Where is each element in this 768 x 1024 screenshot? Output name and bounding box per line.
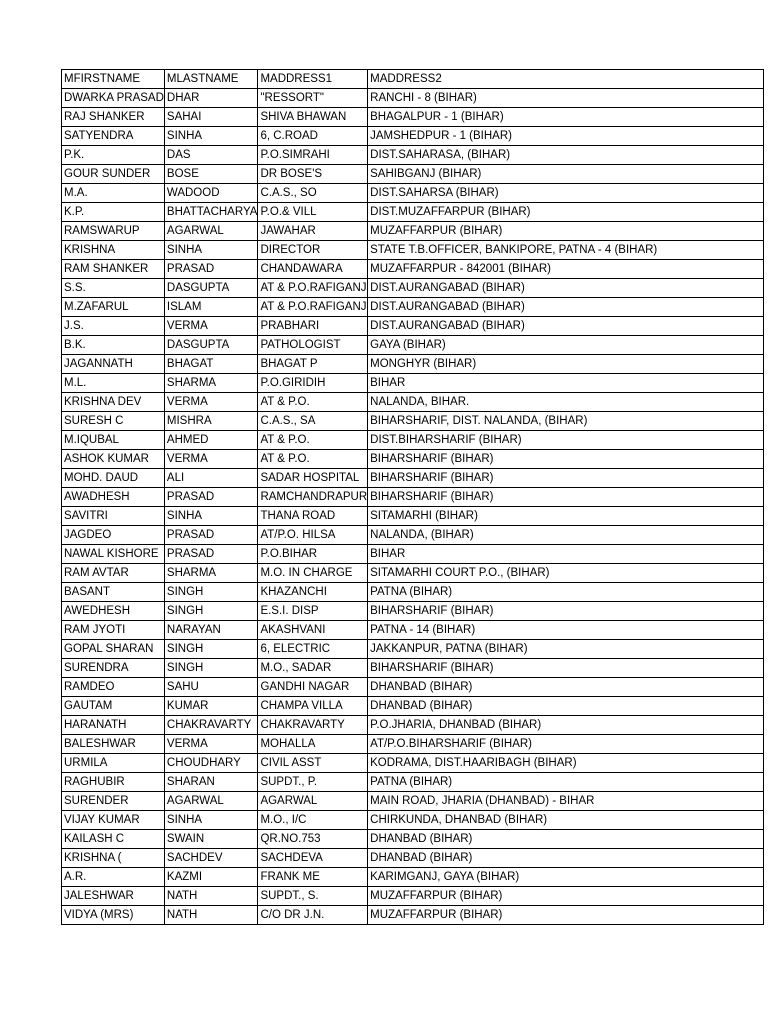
first-name-cell[interactable]: B.K. xyxy=(62,336,165,355)
table-row xyxy=(62,184,764,203)
table-row xyxy=(62,526,764,545)
address2-cell[interactable]: AT/P.O.BIHARSHARIF (BIHAR) xyxy=(368,735,764,754)
address2-cell[interactable]: P.O.JHARIA, DHANBAD (BIHAR) xyxy=(368,716,764,735)
address1-cell[interactable]: P.O.SIMRAHI xyxy=(258,146,368,165)
first-name-cell[interactable]: GAUTAM xyxy=(62,697,165,716)
table-row xyxy=(62,602,764,621)
address1-cell[interactable]: DR BOSE'S xyxy=(258,165,368,184)
address1-cell[interactable]: M.O., I/C xyxy=(258,811,368,830)
first-name-cell[interactable]: URMILA xyxy=(62,754,165,773)
first-name-cell[interactable]: GOUR SUNDER xyxy=(62,165,165,184)
address2-cell[interactable]: DHANBAD (BIHAR) xyxy=(368,849,764,868)
last-name-cell[interactable]: DAS xyxy=(164,146,258,165)
table-row xyxy=(62,773,764,792)
last-name-cell[interactable]: NATH xyxy=(164,887,258,906)
last-name-cell[interactable]: CHAKRAVARTY xyxy=(164,716,258,735)
address1-cell[interactable]: C.A.S., SA xyxy=(258,412,368,431)
first-name-cell[interactable]: SURESH C xyxy=(62,412,165,431)
table-row xyxy=(62,564,764,583)
first-name-cell[interactable]: RAM AVTAR xyxy=(62,564,165,583)
table-row xyxy=(62,488,764,507)
first-name-cell[interactable]: P.K. xyxy=(62,146,165,165)
address2-cell[interactable]: DIST.AURANGABAD (BIHAR) xyxy=(368,279,764,298)
last-name-cell[interactable]: ISLAM xyxy=(164,298,258,317)
first-name-cell[interactable]: SATYENDRA xyxy=(62,127,165,146)
table-row xyxy=(62,868,764,887)
address1-cell[interactable]: AKASHVANI xyxy=(258,621,368,640)
address2-cell[interactable]: DHANBAD (BIHAR) xyxy=(368,697,764,716)
last-name-cell[interactable]: VERMA xyxy=(164,317,258,336)
first-name-cell[interactable]: DWARKA PRASAD xyxy=(62,89,165,108)
last-name-cell[interactable]: SINHA xyxy=(164,241,258,260)
last-name-cell[interactable]: PRASAD xyxy=(164,545,258,564)
table-row xyxy=(62,697,764,716)
last-name-cell[interactable]: SINGH xyxy=(164,659,258,678)
address1-cell[interactable]: AT & P.O. xyxy=(258,450,368,469)
address1-cell[interactable]: E.S.I. DISP xyxy=(258,602,368,621)
address2-cell[interactable]: DIST.SAHARSA (BIHAR) xyxy=(368,184,764,203)
address1-cell[interactable]: SUPDT., P. xyxy=(258,773,368,792)
last-name-cell[interactable]: BOSE xyxy=(164,165,258,184)
first-name-cell[interactable]: M.IQUBAL xyxy=(62,431,165,450)
address2-cell[interactable]: PATNA (BIHAR) xyxy=(368,773,764,792)
table-row xyxy=(62,260,764,279)
address2-cell[interactable]: GAYA (BIHAR) xyxy=(368,336,764,355)
first-name-cell[interactable]: SAVITRI xyxy=(62,507,165,526)
address2-cell[interactable]: SITAMARHI COURT P.O., (BIHAR) xyxy=(368,564,764,583)
first-name-cell[interactable]: RAMSWARUP xyxy=(62,222,165,241)
table-row xyxy=(62,374,764,393)
last-name-cell[interactable]: PRASAD xyxy=(164,526,258,545)
address1-cell[interactable]: THANA ROAD xyxy=(258,507,368,526)
address1-cell[interactable]: 6, ELECTRIC xyxy=(258,640,368,659)
first-name-cell[interactable]: M.A. xyxy=(62,184,165,203)
table-row xyxy=(62,469,764,488)
table-row xyxy=(62,127,764,146)
last-name-cell[interactable]: SHARMA xyxy=(164,564,258,583)
address1-cell[interactable]: PATHOLOGIST xyxy=(258,336,368,355)
last-name-cell[interactable]: SHARAN xyxy=(164,773,258,792)
table-row xyxy=(62,336,764,355)
last-name-cell[interactable]: SWAIN xyxy=(164,830,258,849)
address2-cell[interactable]: PATNA (BIHAR) xyxy=(368,583,764,602)
first-name-cell[interactable]: A.R. xyxy=(62,868,165,887)
table-row xyxy=(62,241,764,260)
table-row xyxy=(62,678,764,697)
spreadsheet-table xyxy=(61,69,764,925)
address2-cell[interactable]: DIST.AURANGABAD (BIHAR) xyxy=(368,298,764,317)
table-row xyxy=(62,811,764,830)
address2-cell[interactable]: CHIRKUNDA, DHANBAD (BIHAR) xyxy=(368,811,764,830)
last-name-cell[interactable]: NARAYAN xyxy=(164,621,258,640)
address1-cell[interactable]: SUPDT., S. xyxy=(258,887,368,906)
first-name-cell[interactable]: BASANT xyxy=(62,583,165,602)
table-row xyxy=(62,108,764,127)
table-row xyxy=(62,450,764,469)
table-row xyxy=(62,583,764,602)
first-name-cell[interactable]: J.S. xyxy=(62,317,165,336)
column-header-cell[interactable]: MADDRESS1 xyxy=(258,70,368,89)
address2-cell[interactable]: BHAGALPUR - 1 (BIHAR) xyxy=(368,108,764,127)
last-name-cell[interactable]: SAHAI xyxy=(164,108,258,127)
address2-cell[interactable]: MUZAFFARPUR (BIHAR) xyxy=(368,222,764,241)
address2-cell[interactable]: NALANDA, BIHAR. xyxy=(368,393,764,412)
first-name-cell[interactable]: AWEDHESH xyxy=(62,602,165,621)
last-name-cell[interactable]: VERMA xyxy=(164,393,258,412)
address1-cell[interactable]: 6, C.ROAD xyxy=(258,127,368,146)
address1-cell[interactable]: PRABHARI xyxy=(258,317,368,336)
address2-cell[interactable]: MAIN ROAD, JHARIA (DHANBAD) - BIHAR xyxy=(368,792,764,811)
address1-cell[interactable]: MOHALLA xyxy=(258,735,368,754)
first-name-cell[interactable]: RAMDEO xyxy=(62,678,165,697)
table-row xyxy=(62,298,764,317)
address2-cell[interactable]: SAHIBGANJ (BIHAR) xyxy=(368,165,764,184)
last-name-cell[interactable]: SINGH xyxy=(164,583,258,602)
last-name-cell[interactable]: DASGUPTA xyxy=(164,336,258,355)
first-name-cell[interactable]: KAILASH C xyxy=(62,830,165,849)
table-row xyxy=(62,165,764,184)
last-name-cell[interactable]: MISHRA xyxy=(164,412,258,431)
address1-cell[interactable]: C/O DR J.N. xyxy=(258,906,368,925)
last-name-cell[interactable]: AGARWAL xyxy=(164,792,258,811)
first-name-cell[interactable]: K.P. xyxy=(62,203,165,222)
address1-cell[interactable]: "RESSORT" xyxy=(258,89,368,108)
address2-cell[interactable]: DIST.BIHARSHARIF (BIHAR) xyxy=(368,431,764,450)
address1-cell[interactable]: C.A.S., SO xyxy=(258,184,368,203)
last-name-cell[interactable]: CHOUDHARY xyxy=(164,754,258,773)
last-name-cell[interactable]: SINHA xyxy=(164,811,258,830)
address1-cell[interactable]: P.O.BIHAR xyxy=(258,545,368,564)
address1-cell[interactable]: AT & P.O.RAFIGANJ xyxy=(258,298,368,317)
first-name-cell[interactable]: SURENDER xyxy=(62,792,165,811)
first-name-cell[interactable]: BALESHWAR xyxy=(62,735,165,754)
table-row xyxy=(62,355,764,374)
address1-cell[interactable]: CHAKRAVARTY xyxy=(258,716,368,735)
table-row xyxy=(62,222,764,241)
first-name-cell[interactable]: RAM JYOTI xyxy=(62,621,165,640)
table-row xyxy=(62,716,764,735)
address2-cell[interactable]: DIST.SAHARASA, (BIHAR) xyxy=(368,146,764,165)
address2-cell[interactable]: BIHARSHARIF (BIHAR) xyxy=(368,659,764,678)
address1-cell[interactable]: M.O., SADAR xyxy=(258,659,368,678)
address2-cell[interactable]: BIHARSHARIF (BIHAR) xyxy=(368,602,764,621)
table-row xyxy=(62,507,764,526)
first-name-cell[interactable]: S.S. xyxy=(62,279,165,298)
column-header-cell[interactable]: MFIRSTNAME xyxy=(62,70,165,89)
address1-cell[interactable]: RAMCHANDRAPUR xyxy=(258,488,368,507)
address2-cell[interactable]: BIHARSHARIF (BIHAR) xyxy=(368,469,764,488)
address1-cell[interactable]: P.O.GIRIDIH xyxy=(258,374,368,393)
address1-cell[interactable]: CIVIL ASST xyxy=(258,754,368,773)
address2-cell[interactable]: MUZAFFARPUR (BIHAR) xyxy=(368,906,764,925)
first-name-cell[interactable]: RAJ SHANKER xyxy=(62,108,165,127)
table-row xyxy=(62,735,764,754)
table-row xyxy=(62,621,764,640)
address1-cell[interactable]: M.O. IN CHARGE xyxy=(258,564,368,583)
last-name-cell[interactable]: VERMA xyxy=(164,450,258,469)
last-name-cell[interactable]: AGARWAL xyxy=(164,222,258,241)
table-row xyxy=(62,412,764,431)
address2-cell[interactable]: DHANBAD (BIHAR) xyxy=(368,830,764,849)
first-name-cell[interactable]: SURENDRA xyxy=(62,659,165,678)
last-name-cell[interactable]: SHARMA xyxy=(164,374,258,393)
address2-cell[interactable]: JAMSHEDPUR - 1 (BIHAR) xyxy=(368,127,764,146)
last-name-cell[interactable]: SINHA xyxy=(164,127,258,146)
address2-cell[interactable]: STATE T.B.OFFICER, BANKIPORE, PATNA - 4 (BIHAR) xyxy=(368,241,764,260)
address2-cell[interactable]: SITAMARHI (BIHAR) xyxy=(368,507,764,526)
address2-cell[interactable]: DHANBAD (BIHAR) xyxy=(368,678,764,697)
last-name-cell[interactable]: WADOOD xyxy=(164,184,258,203)
address1-cell[interactable]: JAWAHAR xyxy=(258,222,368,241)
last-name-cell[interactable]: PRASAD xyxy=(164,488,258,507)
table-row xyxy=(62,545,764,564)
last-name-cell[interactable]: SINHA xyxy=(164,507,258,526)
first-name-cell[interactable]: KRISHNA ( xyxy=(62,849,165,868)
table-row xyxy=(62,830,764,849)
address2-cell[interactable]: MONGHYR (BIHAR) xyxy=(368,355,764,374)
first-name-cell[interactable]: GOPAL SHARAN xyxy=(62,640,165,659)
header-row xyxy=(62,70,764,89)
table-row xyxy=(62,659,764,678)
last-name-cell[interactable]: SINGH xyxy=(164,640,258,659)
address2-cell[interactable]: DIST.MUZAFFARPUR (BIHAR) xyxy=(368,203,764,222)
table-row xyxy=(62,754,764,773)
last-name-cell[interactable]: NATH xyxy=(164,906,258,925)
address2-cell[interactable]: BIHARSHARIF (BIHAR) xyxy=(368,450,764,469)
address2-cell[interactable]: BIHARSHARIF (BIHAR) xyxy=(368,488,764,507)
address2-cell[interactable]: JAKKANPUR, PATNA (BIHAR) xyxy=(368,640,764,659)
last-name-cell[interactable]: KAZMI xyxy=(164,868,258,887)
table-row xyxy=(62,317,764,336)
table-row xyxy=(62,279,764,298)
last-name-cell[interactable]: SAHU xyxy=(164,678,258,697)
first-name-cell[interactable]: JAGDEO xyxy=(62,526,165,545)
address2-cell[interactable]: DIST.AURANGABAD (BIHAR) xyxy=(368,317,764,336)
address2-cell[interactable]: RANCHI - 8 (BIHAR) xyxy=(368,89,764,108)
address2-cell[interactable]: MUZAFFARPUR (BIHAR) xyxy=(368,887,764,906)
table-row xyxy=(62,203,764,222)
first-name-cell[interactable]: M.ZAFARUL xyxy=(62,298,165,317)
first-name-cell[interactable]: JAGANNATH xyxy=(62,355,165,374)
first-name-cell[interactable]: KRISHNA xyxy=(62,241,165,260)
address1-cell[interactable]: SACHDEVA xyxy=(258,849,368,868)
last-name-cell[interactable]: AHMED xyxy=(164,431,258,450)
first-name-cell[interactable]: VIJAY KUMAR xyxy=(62,811,165,830)
address1-cell[interactable]: SADAR HOSPITAL xyxy=(258,469,368,488)
last-name-cell[interactable]: BHAGAT xyxy=(164,355,258,374)
table-row xyxy=(62,89,764,108)
last-name-cell[interactable]: KUMAR xyxy=(164,697,258,716)
address1-cell[interactable]: FRANK ME xyxy=(258,868,368,887)
address1-cell[interactable]: P.O.& VILL xyxy=(258,203,368,222)
last-name-cell[interactable]: PRASAD xyxy=(164,260,258,279)
table-row xyxy=(62,146,764,165)
last-name-cell[interactable]: DHAR xyxy=(164,89,258,108)
address1-cell[interactable]: CHANDAWARA xyxy=(258,260,368,279)
address2-cell[interactable]: KODRAMA, DIST.HAARIBAGH (BIHAR) xyxy=(368,754,764,773)
last-name-cell[interactable]: DASGUPTA xyxy=(164,279,258,298)
address1-cell[interactable]: CHAMPA VILLA xyxy=(258,697,368,716)
address1-cell[interactable]: AT & P.O. xyxy=(258,431,368,450)
table-row xyxy=(62,792,764,811)
address1-cell[interactable]: GANDHI NAGAR xyxy=(258,678,368,697)
spreadsheet-body xyxy=(62,70,764,925)
first-name-cell[interactable]: KRISHNA DEV xyxy=(62,393,165,412)
table-row xyxy=(62,431,764,450)
address2-cell[interactable]: PATNA - 14 (BIHAR) xyxy=(368,621,764,640)
address1-cell[interactable]: QR.NO.753 xyxy=(258,830,368,849)
address2-cell[interactable]: NALANDA, (BIHAR) xyxy=(368,526,764,545)
address2-cell[interactable]: KARIMGANJ, GAYA (BIHAR) xyxy=(368,868,764,887)
last-name-cell[interactable]: SINGH xyxy=(164,602,258,621)
address2-cell[interactable]: BIHAR xyxy=(368,374,764,393)
address2-cell[interactable]: BIHARSHARIF, DIST. NALANDA, (BIHAR) xyxy=(368,412,764,431)
first-name-cell[interactable]: VIDYA (MRS) xyxy=(62,906,165,925)
address1-cell[interactable]: AT & P.O. xyxy=(258,393,368,412)
first-name-cell[interactable]: AWADHESH xyxy=(62,488,165,507)
last-name-cell[interactable]: ALI xyxy=(164,469,258,488)
first-name-cell[interactable]: HARANATH xyxy=(62,716,165,735)
first-name-cell[interactable]: JALESHWAR xyxy=(62,887,165,906)
last-name-cell[interactable]: BHATTACHARYA xyxy=(164,203,258,222)
address1-cell[interactable]: AT & P.O.RAFIGANJ xyxy=(258,279,368,298)
column-header-cell[interactable]: MADDRESS2 xyxy=(368,70,764,89)
first-name-cell[interactable]: ASHOK KUMAR xyxy=(62,450,165,469)
address1-cell[interactable]: SHIVA BHAWAN xyxy=(258,108,368,127)
table-row xyxy=(62,906,764,925)
address1-cell[interactable]: BHAGAT P xyxy=(258,355,368,374)
first-name-cell[interactable]: M.L. xyxy=(62,374,165,393)
address1-cell[interactable]: AGARWAL xyxy=(258,792,368,811)
address2-cell[interactable]: MUZAFFARPUR - 842001 (BIHAR) xyxy=(368,260,764,279)
last-name-cell[interactable]: SACHDEV xyxy=(164,849,258,868)
last-name-cell[interactable]: VERMA xyxy=(164,735,258,754)
address1-cell[interactable]: DIRECTOR xyxy=(258,241,368,260)
address2-cell[interactable]: BIHAR xyxy=(368,545,764,564)
column-header-cell[interactable]: MLASTNAME xyxy=(164,70,258,89)
address1-cell[interactable]: KHAZANCHI xyxy=(258,583,368,602)
first-name-cell[interactable]: NAWAL KISHORE xyxy=(62,545,165,564)
table-row xyxy=(62,887,764,906)
table-row xyxy=(62,640,764,659)
first-name-cell[interactable]: RAM SHANKER xyxy=(62,260,165,279)
address1-cell[interactable]: AT/P.O. HILSA xyxy=(258,526,368,545)
table-row xyxy=(62,849,764,868)
first-name-cell[interactable]: RAGHUBIR xyxy=(62,773,165,792)
first-name-cell[interactable]: MOHD. DAUD xyxy=(62,469,165,488)
table-row xyxy=(62,393,764,412)
